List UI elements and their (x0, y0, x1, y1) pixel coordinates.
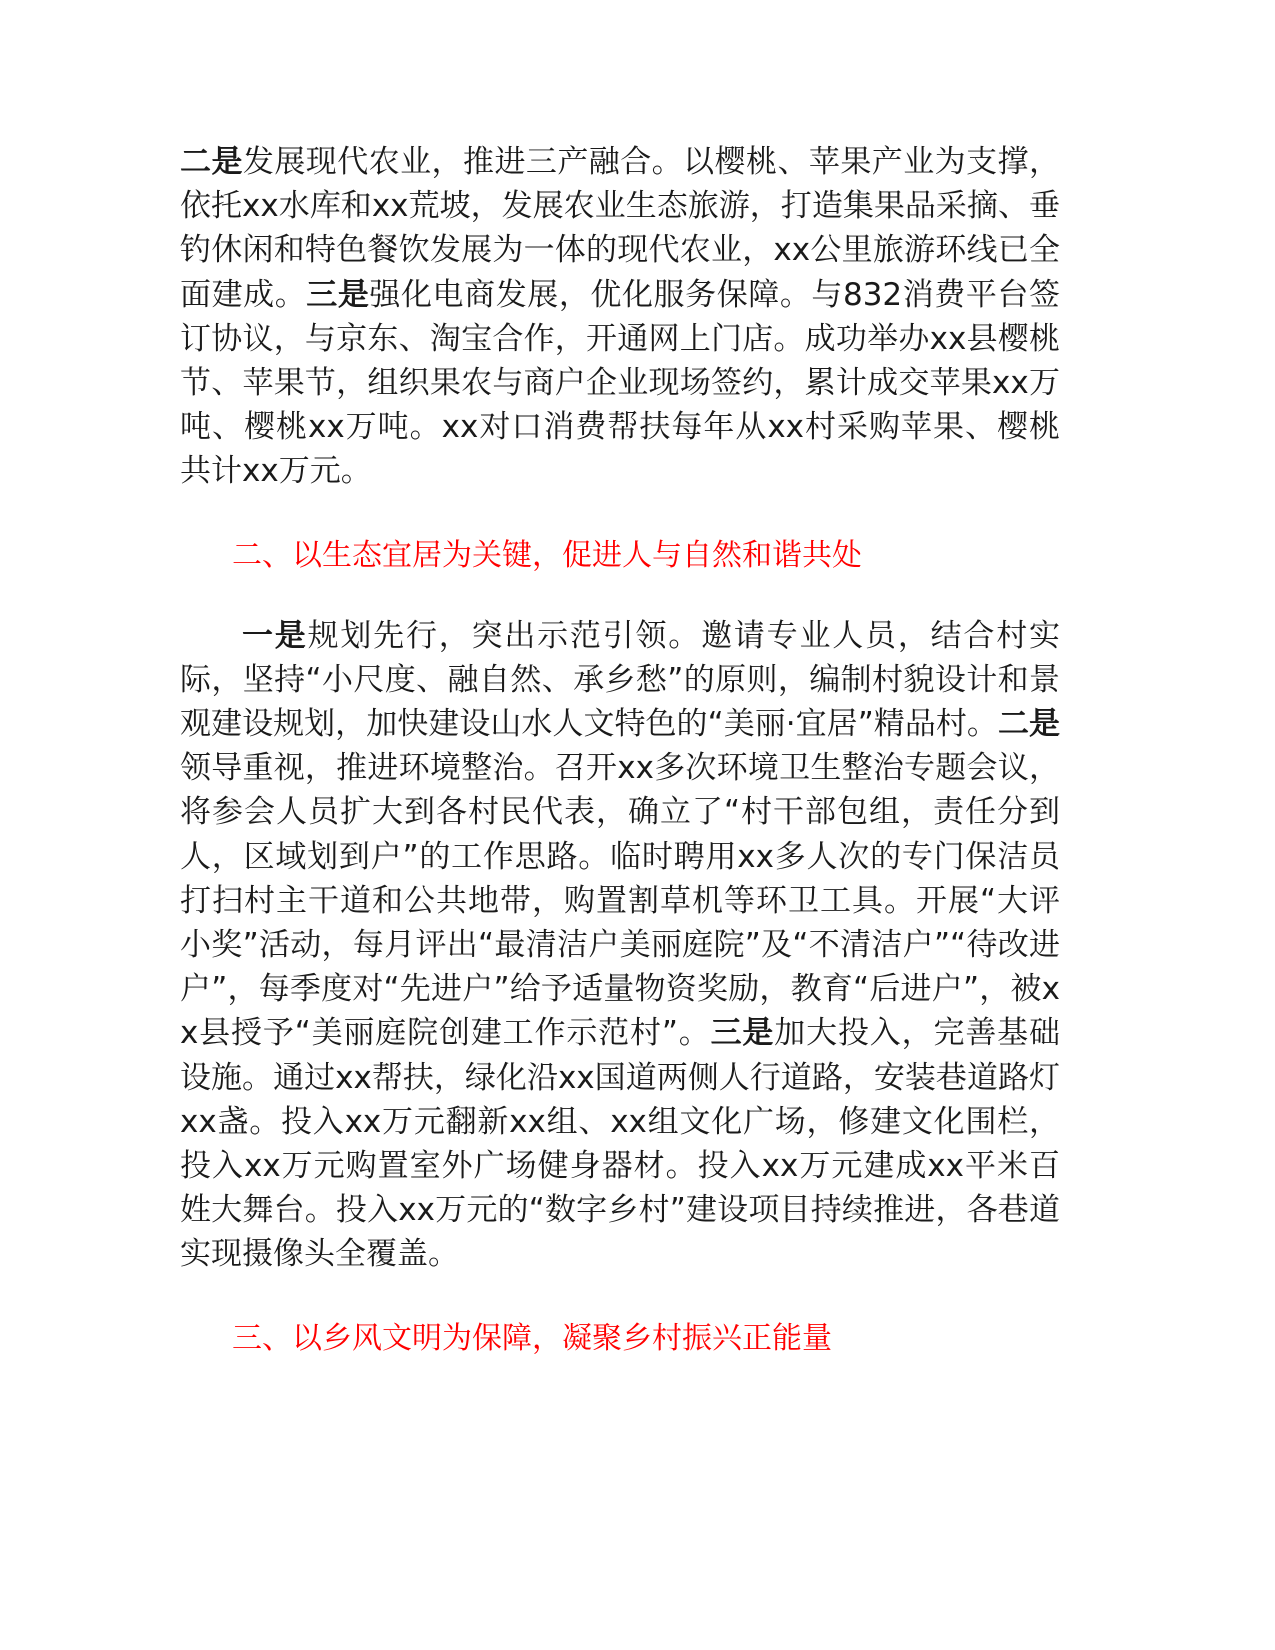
paragraph-text: 加大投入，完善基础设施。通过xx帮扶，绿化沿xx国道两侧人行道路，安装巷道路灯xx盏。投入xx万元翻新xx组、xx组文化广场，修建文化围栏，投入xx万元购置室外广场健身器材。投入xx万元建成xx平米百姓大舞台。投入xx万元的“数字乡村”建设项目持续推进，各巷道实现摄像头全覆盖。 (180, 1015, 1061, 1273)
paragraph-agriculture-ecommerce (180, 140, 1060, 494)
paragraph-text: 发展现代农业，推进三产融合。以樱桃、苹果产业为支撑，依托xx水库和xx荒坡，发展农业生态旅游，打造集果品采摘、垂钓休闲和特色餐饮发展为一体的现代农业，xx公里旅游环线已全面建成。 (180, 144, 1060, 313)
paragraph-ecological-livability (180, 614, 1060, 1277)
paragraph-text: 强化电商发展，优化服务保障。与832消费平台签订协议，与京东、淘宝合作，开通网上门店。成功举办xx县樱桃节、苹果节，组织果农与商户企业现场签约，累计成交苹果xx万吨、樱桃xx万吨。xx对口消费帮扶每年从xx村采购苹果、樱桃共计xx万元。 (180, 276, 1060, 490)
lead-phrase: 一是 (242, 617, 308, 654)
paragraph-text: 领导重视，推进环境整治。召开xx多次环境卫生整治专题会议，将参会人员扩大到各村民代表，确立了“村干部包组，责任分到人，区域划到户”的工作思路。临时聘用xx多人次的专门保洁员打扫村主干道和公共地带，购置割草机等环卫工具。开展“大评小奖”活动，每月评出“最清洁户美丽庭院”及“不清洁户”“待改进户”，每季度对“先进户”给予适量物资奖励，教育“后进户”，被xx县授予“美丽庭院创建工作示范村”。 (180, 750, 1060, 1052)
lead-phrase: 三是 (306, 276, 370, 313)
lead-phrase: 三是 (710, 1015, 775, 1052)
section-heading-ecological-livability: 二、以生态宜居为关键，促进人与自然和谐共处 (232, 537, 862, 573)
lead-phrase: 二是 (997, 706, 1060, 743)
lead-phrase: 二是 (180, 144, 243, 180)
section-heading-rural-civilization: 三、以乡风文明为保障，凝聚乡村振兴正能量 (232, 1320, 832, 1356)
paragraph-text: 规划先行，突出示范引领。邀请专业人员，结合村实际，坚持“小尺度、融自然、承乡愁”的原则，编制村貌设计和景观建设规划，加快建设山水人文特色的“美丽·宜居”精品村。 (180, 617, 1061, 743)
document-page (180, 140, 1060, 1359)
